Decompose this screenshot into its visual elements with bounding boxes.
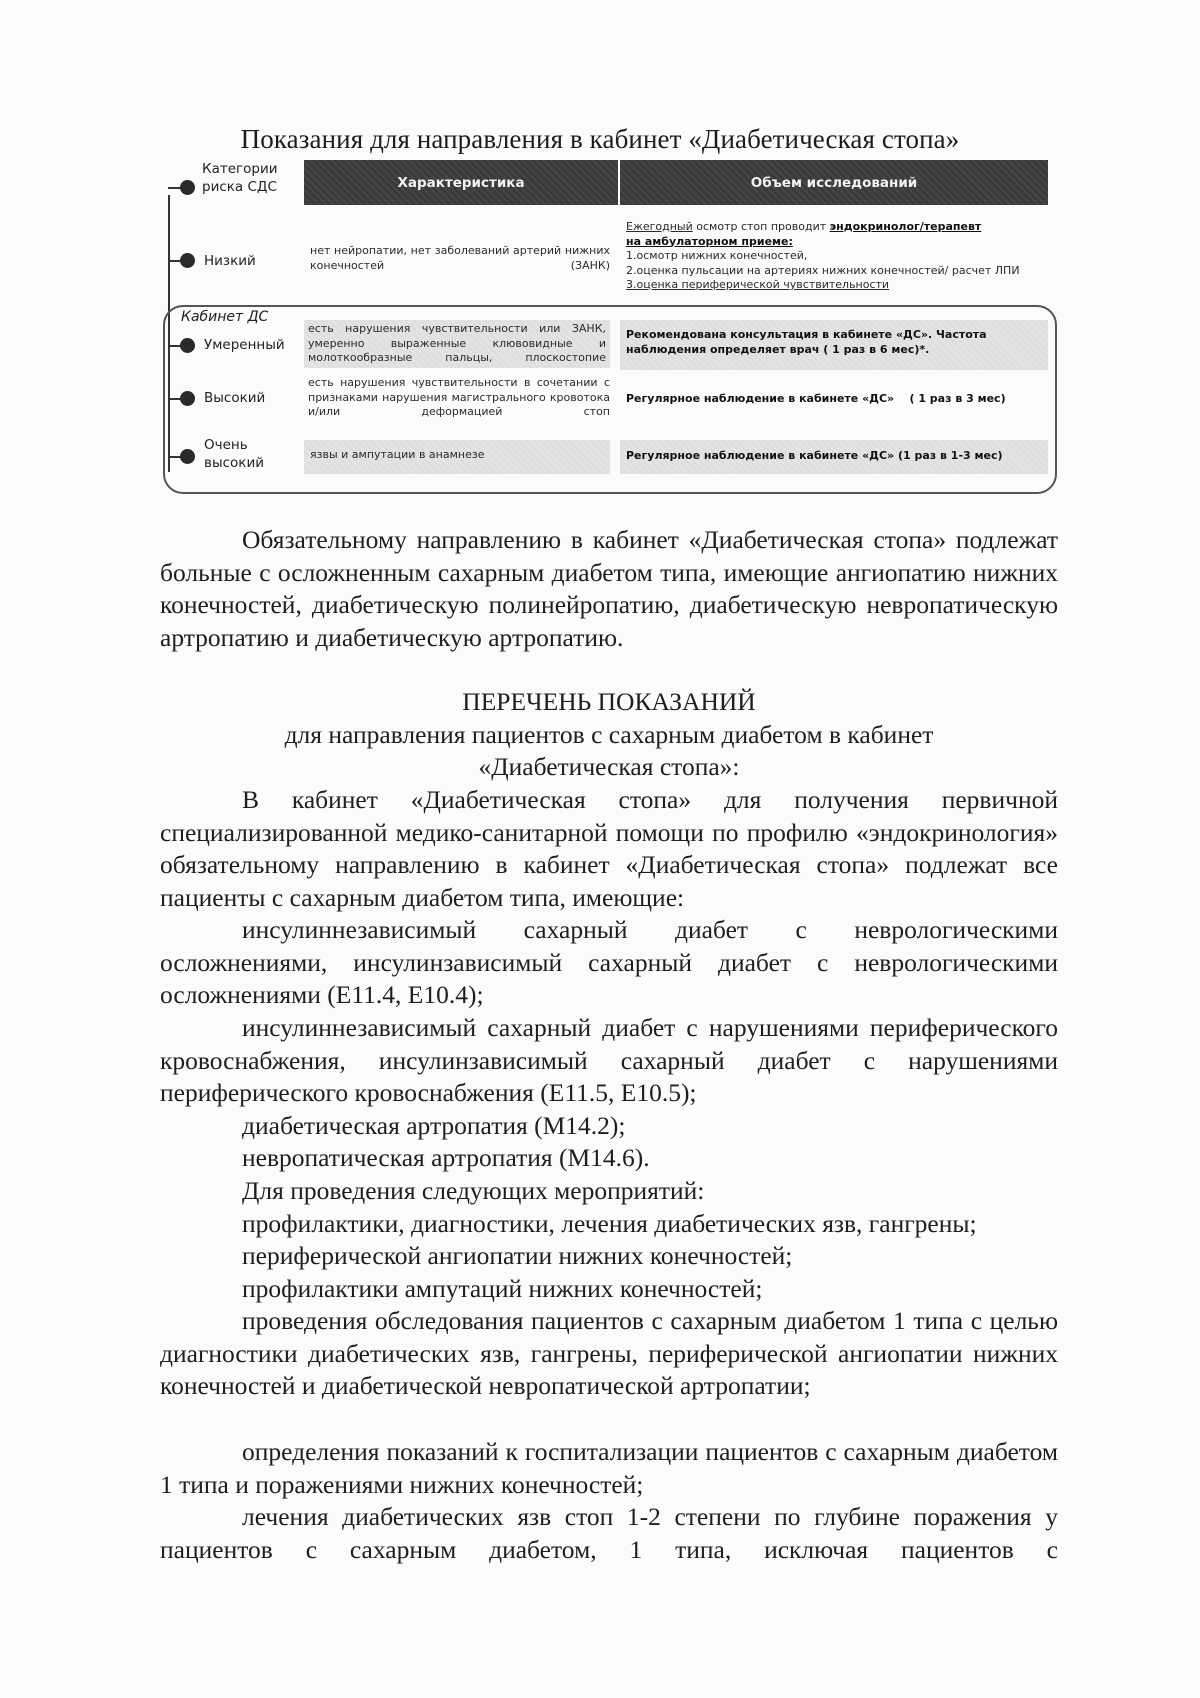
list-subheading: для направления пациентов с сахарным диабетом в кабинет [284, 720, 934, 749]
risk-table [0, 0, 1200, 520]
category-header: Категории риска СДС [202, 161, 278, 195]
activity-item: профилактики ампутаций нижних конечностей; [242, 1274, 763, 1303]
document-title: Показания для направления в кабинет «Диабетическая стопа» [240, 124, 960, 154]
scope-high: Регулярное наблюдение в кабинете «ДС» ( 1 раз в 3 мес) [626, 392, 1006, 405]
category-bullet [180, 449, 195, 464]
scope-low-item: 1.осмотр нижних конечностей, [626, 249, 808, 262]
column-header-characteristic: Характеристика [304, 160, 618, 205]
activity-item: проведения обследования пациентов с сахарным диабетом 1 типа с целью диагностики диабетических язв, гангрены, периферической ангиопатии нижних конечностей и диабетической невропатической артропатии; [160, 1306, 1058, 1400]
list-subheading: «Диабетическая стопа»: [478, 752, 740, 781]
characteristic-low: нет нейропатии, нет заболеваний артерий нижних конечностей (ЗАНК) [310, 244, 610, 272]
scope-low-item: 3.оценка периферической чувствительности [626, 278, 890, 291]
intro-paragraph: Обязательному направлению в кабинет «Диабетическая стопа» подлежат больные с осложненным сахарным диабетом типа, имеющие ангиопатию нижних конечностей, диабетическую полинейропатию, диабетическую невропатическую артропатию и диабетическую артропатию. [160, 525, 1058, 652]
scope-low-item: 2.оценка пульсации на артериях нижних конечностей/ расчет ЛПИ [626, 263, 1020, 277]
activity-item: определения показаний к госпитализации пациентов с сахарным диабетом 1 типа и поражениями нижних конечностей; [160, 1437, 1058, 1499]
category-high: Высокий [204, 390, 266, 406]
cabinet-paragraph: В кабинет «Диабетическая стопа» для получения первичной специализированной медико-санитарной помощи по профилю «эндокринология» обязательному направлению в кабинет «Диабетическая стопа» подлежат все пациенты с сахарным диабетом типа, имеющие: [160, 785, 1058, 912]
category-moderate: Умеренный [204, 337, 285, 353]
scope-low-line1: Ежегодный осмотр стоп проводит эндокринолог/терапевт [626, 220, 982, 233]
category-bullet [180, 338, 195, 353]
category-bullet [180, 180, 195, 195]
scope-moderate: Рекомендована консультация в кабинете «ДС». Частота наблюдения определяет врач ( 1 раз в 6 мес)*. [620, 320, 1048, 370]
scope-very-high: Регулярное наблюдение в кабинете «ДС» (1 раз в 1-3 мес) [620, 440, 1048, 474]
column-header-scope: Объем исследований [620, 160, 1048, 205]
category-low: Низкий [204, 253, 256, 269]
characteristic-very-high: язвы и ампутации в анамнезе [304, 440, 610, 474]
indication-item: инсулиннезависимый сахарный диабет с нарушениями периферического кровоснабжения, инсулинзависимый сахарный диабет с нарушениями периферического кровоснабжения (Е11.5, Е10.5); [160, 1013, 1058, 1107]
characteristic-high: есть нарушения чувствительности в сочетании с признаками нарушения магистрального кровотока и/или деформацией стоп [308, 376, 610, 418]
activity-item: периферической ангиопатии нижних конечностей; [242, 1241, 793, 1270]
scope-low [626, 220, 1046, 293]
characteristic-moderate: есть нарушения чувствительности или ЗАНК, умеренно выраженные клювовидные и молоткообразные пальцы, плоскостопие [304, 320, 610, 368]
indication-item: диабетическая артропатия (М14.2); [242, 1111, 626, 1140]
indication-item: инсулиннезависимый сахарный диабет с неврологическими осложнениями, инсулинзависимый сахарный диабет с неврологическими осложнениями (Е11.4, Е10.4); [160, 915, 1058, 1009]
list-heading: ПЕРЕЧЕНЬ ПОКАЗАНИЙ [462, 687, 756, 716]
activities-intro: Для проведения следующих мероприятий: [242, 1176, 705, 1205]
ds-cabinet-label: Кабинет ДС [181, 309, 269, 325]
scope-low-line2: на амбулаторном приеме: [626, 234, 793, 248]
category-bullet [180, 391, 195, 406]
indication-item: невропатическая артропатия (М14.6). [242, 1143, 650, 1172]
activity-item: профилактики, диагностики, лечения диабетических язв, гангрены; [242, 1209, 977, 1238]
activity-item: лечения диабетических язв стоп 1-2 степени по глубине поражения у пациентов с сахарным диабетом, 1 типа, исключая пациентов с [160, 1502, 1058, 1564]
category-bullet [180, 253, 195, 268]
category-very-high: Очень высокий [204, 437, 264, 471]
